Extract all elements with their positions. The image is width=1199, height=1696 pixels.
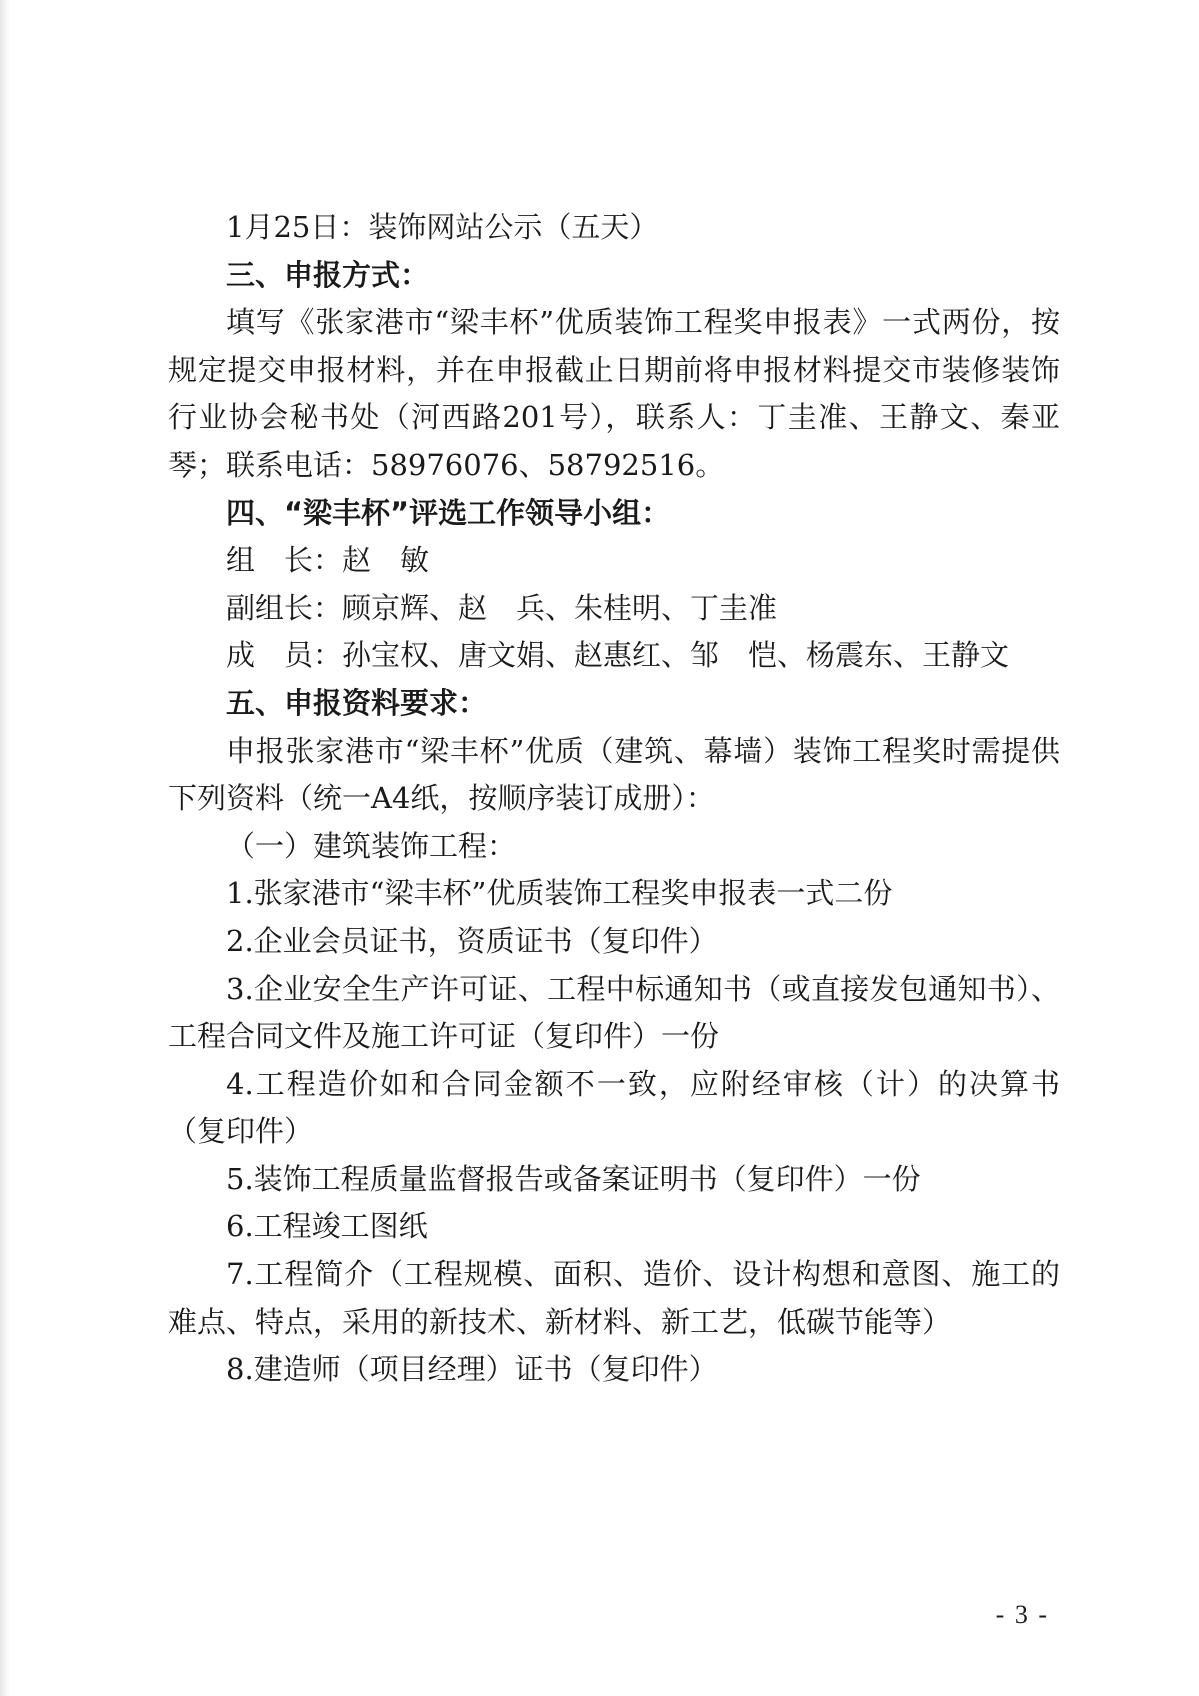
subsection-heading-decoration-engineering: （一）建筑装饰工程：: [226, 828, 517, 863]
list-item: 1.张家港市“梁丰杯”优质装饰工程奖申报表一式二份: [226, 876, 893, 911]
list-item: 3.企业安全生产许可证、工程中标通知书（或直接发包通知书）、工程合同文件及施工许可证（复印件）一份: [168, 971, 1060, 1054]
section-heading-leadership-group: 四、“梁丰杯”评选工作领导小组：: [226, 495, 671, 530]
list-item: 2.企业会员证书，资质证书（复印件）: [226, 923, 718, 958]
list-item: 5.装饰工程质量监督报告或备案证明书（复印件）一份: [226, 1161, 921, 1196]
list-item: 8.建造师（项目经理）证书（复印件）: [226, 1352, 718, 1387]
document-body: [168, 204, 1060, 1394]
scan-shadow-edge: [0, 0, 10, 1696]
page-number: - 3 -: [995, 1600, 1049, 1629]
list-item: 7.工程简介（工程规模、面积、造价、设计构想和意图、施工的难点、特点，采用的新技术、新材料、新工艺，低碳节能等）: [168, 1257, 1060, 1339]
members-line: 成 员：孙宝权、唐文娟、赵惠红、邹 恺、杨震东、王静文: [226, 638, 1010, 673]
requirements-intro-paragraph: 申报张家港市“梁丰杯”优质（建筑、幕墙）装饰工程奖时需提供下列资料（统一A4纸，按顺序装订成册）：: [168, 733, 1060, 816]
section-heading-submission-method: 三、申报方式：: [226, 257, 430, 292]
submission-method-paragraph: 填写《张家港市“梁丰杯”优质装饰工程奖申报表》一式两份，按规定提交申报材料，并在申报截止日期前将申报材料提交市装修装饰行业协会秘书处（河西路201号），联系人：丁圭准、王静文、秦亚琴；联系电话：58976076、58792516。: [168, 305, 1060, 482]
deputy-leader-line: 副组长：顾京辉、赵 兵、朱桂明、丁圭准: [226, 590, 778, 625]
list-item: 4.工程造价如和合同金额不一致，应附经审核（计）的决算书（复印件）: [168, 1066, 1060, 1149]
schedule-line: 1月25日：装饰网站公示（五天）: [226, 210, 659, 244]
list-item: 6.工程竣工图纸: [226, 1209, 428, 1244]
section-heading-material-requirements: 五、申报资料要求：: [226, 685, 488, 720]
group-leader-line: 组 长：赵 敏: [226, 543, 430, 578]
